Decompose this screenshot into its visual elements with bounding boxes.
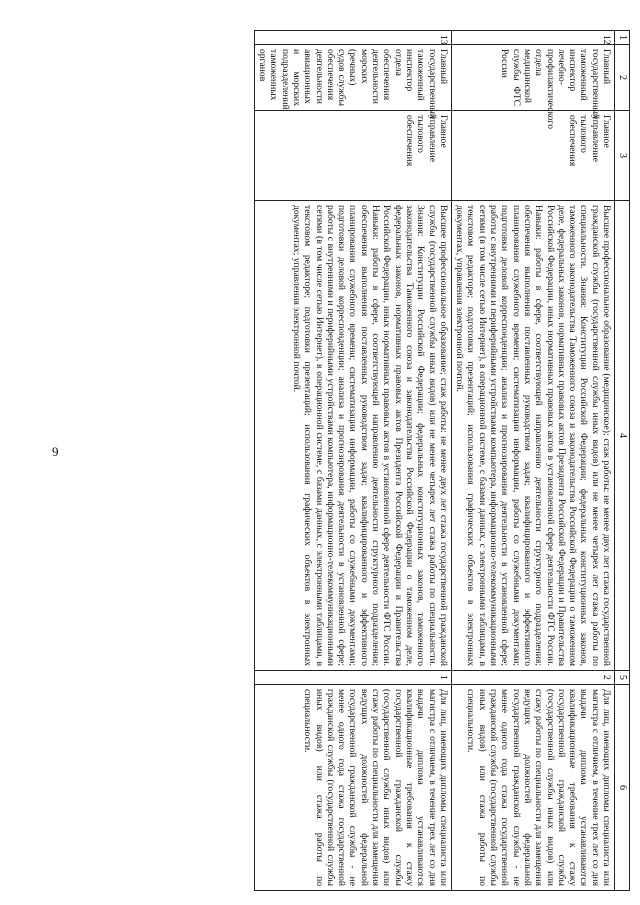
rotated-page-content <box>70 30 630 890</box>
department-name: Главное управление тылового обеспечения <box>254 111 451 201</box>
position-title: Главный государственный таможенный инспектор лечебно-профилактического отдела медицинской службы ФТС России <box>451 45 614 111</box>
header-cell: 1 <box>615 31 630 45</box>
page-number: 9 <box>52 444 59 459</box>
table-header-row <box>615 31 630 891</box>
notes-text: Для лиц, имеющих дипломы специалиста или магистра с отличием, в течение трех лет со дня выдачи диплома устанавливаются квалификационные требования к стажу государственной гражданской службы (государственной службы иных видов) или стажу работы по специальности для замещения ведущих должностей федеральной государственной гражданской службы - не менее одного года стажа государственной гражданской службы (государственной службы иных видов) или стажа работы по специальности. <box>254 685 451 891</box>
header-cell: 4 <box>615 201 630 671</box>
requirements-text: Высшее профессиональное образование; стаж работы: не менее двух лет стажа государственной гражданской службы (государственной службы иных видов) или не менее четырех лет стажа работы по специальности. Знания: Конституции Российской Федерации; федеральных конституционных законов, таможенного законодательства Таможенного союза и законодательства Российской Федерации о таможенном деле, федеральных законов, нормативных правовых актов Президента Российской Федерации и Правительства Российской Федерации, иных нормативных правовых актов в установленной сфере деятельности ФТС России. Навыки: работы в сфере, соответствующей направлению деятельности структурного подразделения; обеспечения выполнения поставленных руководством задач; квалифицированного и эффективного планирования служебного времени; систематизации информации, работы со служебными документами; подготовки деловой корреспонденции; анализа и прогнозирования деятельности в установленной сфере; работы с внутренними и периферийными устройствами компьютера, информационно-телекоммуникационными сетями (в том числе сетью Интернет), в операционной системе, с базами данных, с электронными таблицами, в текстовом редакторе; подготовки презентаций; использования графических объектов в электронных документах; управления электронной почтой. <box>254 201 451 671</box>
requirements-text: Высшее профессиональное образование (медицинское); стаж работы: не менее двух лет стажа государственной гражданской службы (государственной службы иных видов) или не менее четырех лет стажа работы по специальности. Знания: Конституции Российской Федерации; федеральных конституционных законов, таможенного законодательства Таможенного союза и законодательства Российской Федерации о таможенном деле, федеральных законов, нормативных правовых актов Президента Российской Федерации и Правительства Российской Федерации, иных нормативных правовых актов в установленной сфере деятельности ФТС России. Навыки: работы в сфере, соответствующей направлению деятельности структурного подразделения; обеспечения выполнения поставленных руководством задач; квалифицированного и эффективного планирования служебного времени; систематизации информации, работы со служебными документами; подготовки деловой корреспонденции; анализа и прогнозирования деятельности в установленной сфере; работы с внутренними и периферийными устройствами компьютера, информационно-телекоммуникационными сетями (в том числе сетью Интернет), в операционной системе, с базами данных, с электронными таблицами, в текстовом редакторе; подготовки презентаций; использования графических объектов в электронных документах, управления электронной почтой. <box>451 201 614 671</box>
header-cell: 5 <box>615 671 630 685</box>
position-title: Главный государственный таможенный инспектор отдела обеспечения деятельности морских (речных) судов службы обеспечения деятельности авиационных и морских подразделений таможенных органов <box>254 45 451 111</box>
qualification-requirements-table <box>254 30 630 891</box>
row-number: 12 <box>451 31 614 45</box>
department-name: Главное управление тылового обеспечения <box>451 111 614 201</box>
position-count: 2 <box>451 671 614 685</box>
position-count: 1 <box>254 671 451 685</box>
header-cell: 3 <box>615 111 630 201</box>
header-cell: 2 <box>615 45 630 111</box>
row-number: 13 <box>254 31 451 45</box>
table-row <box>254 31 451 891</box>
table-row <box>451 31 614 891</box>
header-cell: 6 <box>615 685 630 891</box>
notes-text: Для лиц, имеющих дипломы специалиста или магистра с отличием, в течение трех лет со дня выдачи диплома устанавливаются квалификационные требования к стажу государственной гражданской службы (государственной службы иных видов) или стажу работы по специальности для замещения ведущих должностей федеральной государственной гражданской службы - не менее одного года стажа государственной гражданской службы (государственной службы иных видов) или стажа работы по специальности. <box>451 685 614 891</box>
